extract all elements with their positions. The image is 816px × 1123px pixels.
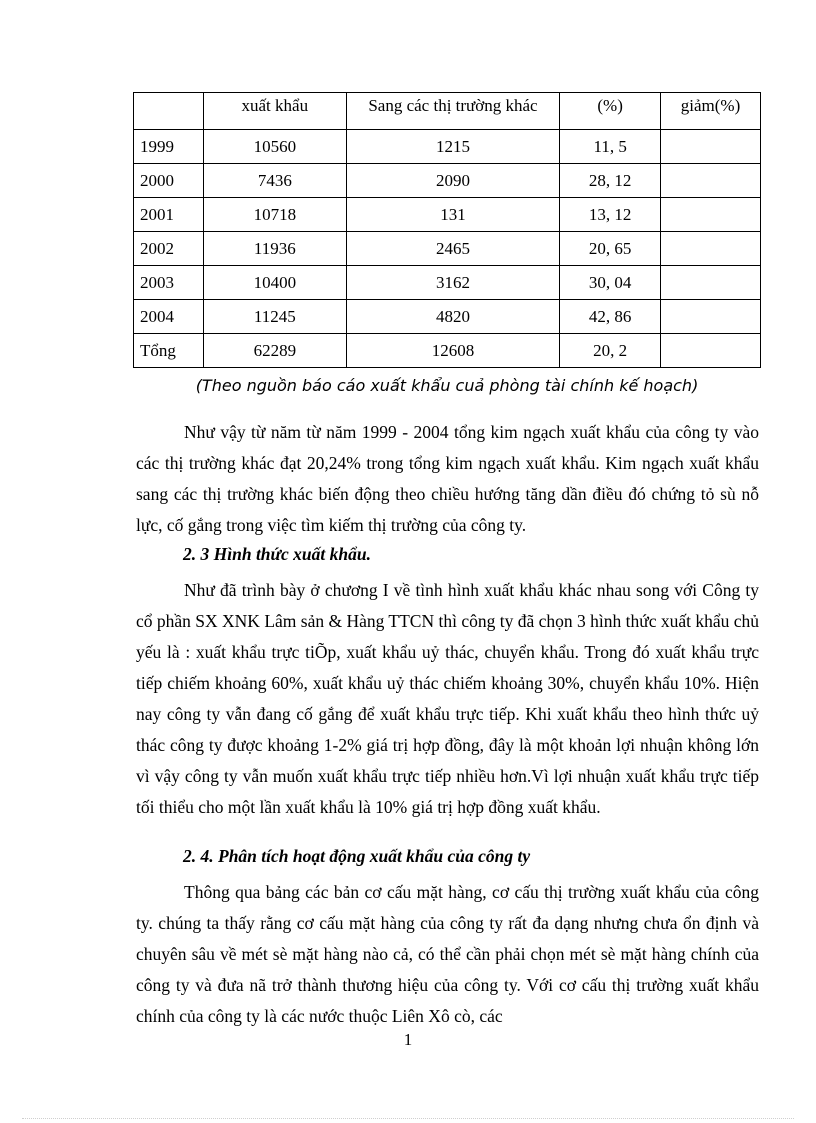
year-cell: 2002 bbox=[134, 232, 204, 266]
year-cell: 1999 bbox=[134, 130, 204, 164]
paragraph-summary bbox=[136, 417, 759, 541]
decrease-cell bbox=[661, 232, 761, 266]
table-row bbox=[134, 198, 761, 232]
export-table bbox=[133, 92, 761, 368]
decrease-cell bbox=[661, 334, 761, 368]
other-markets-cell: 131 bbox=[346, 198, 560, 232]
export-value-cell: 11936 bbox=[203, 232, 346, 266]
percent-cell: 11, 5 bbox=[560, 130, 661, 164]
other-markets-cell: 1215 bbox=[346, 130, 560, 164]
table-row bbox=[134, 300, 761, 334]
paragraph-export-analysis bbox=[136, 877, 759, 1032]
year-cell: 2000 bbox=[134, 164, 204, 198]
percent-cell: 42, 86 bbox=[560, 300, 661, 334]
table-header-cell: Sang các thị trường khác bbox=[346, 93, 560, 130]
percent-cell: 20, 2 bbox=[560, 334, 661, 368]
decrease-cell bbox=[661, 266, 761, 300]
page-bottom-divider bbox=[22, 1118, 794, 1119]
page-number: 1 bbox=[403, 1030, 413, 1049]
export-value-cell: 10718 bbox=[203, 198, 346, 232]
table-header-row bbox=[134, 93, 761, 130]
paragraph-text: Thông qua bảng các bản cơ cấu mặt hàng, cơ cấu thị trường xuất khẩu của công ty. chúng ta thấy rằng cơ cấu mặt hàng của công ty rất đa dạng nhưng chưa ổn định và chuyên sâu về mét sè mặt hàng nào cả, có thể cần phải chọn mét sè mặt hàng chính của công ty và đưa nã trở thành thương hiệu của công ty. Với cơ cấu thị trường xuất khẩu chính của công ty là các nước thuộc Liên Xô cò, các bbox=[136, 882, 759, 1026]
paragraph-export-forms bbox=[136, 575, 759, 823]
other-markets-cell: 2090 bbox=[346, 164, 560, 198]
table-row bbox=[134, 266, 761, 300]
export-value-cell: 62289 bbox=[203, 334, 346, 368]
decrease-cell bbox=[661, 164, 761, 198]
section-heading-export-analysis: 2. 4. Phân tích hoạt động xuất khẩu của công ty bbox=[183, 846, 531, 866]
section-heading-export-forms: 2. 3 Hình thức xuất khẩu. bbox=[183, 544, 371, 564]
percent-cell: 20, 65 bbox=[560, 232, 661, 266]
year-cell: 2001 bbox=[134, 198, 204, 232]
other-markets-cell: 2465 bbox=[346, 232, 560, 266]
table-header-cell bbox=[134, 93, 204, 130]
table-header-cell: xuất khẩu bbox=[203, 93, 346, 130]
table-row bbox=[134, 164, 761, 198]
table-header-cell: giảm(%) bbox=[661, 93, 761, 130]
paragraph-text: Như đã trình bày ở chương I về tình hình xuất khẩu khác nhau song với Công ty cổ phần SX XNK Lâm sản & Hàng TTCN thì công ty đã chọn 3 hình thức xuất khẩu chủ yếu là : xuất khẩu trực tiÕp, xuất khẩu uỷ thác, chuyển khẩu. Trong đó xuất khẩu trực tiếp chiếm khoảng 60%, xuất khẩu uỷ thác chiếm khoảng 30%, chuyển khẩu 10%. Hiện nay công ty vẫn đang cố gắng để xuất khẩu trực tiếp. Khi xuất khẩu theo hình thức uỷ thác công ty được khoảng 1-2% giá trị hợp đồng, đây là một khoản lợi nhuận không lớn vì vậy công ty vẫn muốn xuất khẩu trực tiếp nhiều hơn.Vì lợi nhuận xuất khẩu trực tiếp tối thiểu cho một lần xuất khẩu là 10% giá trị hợp đồng xuất khẩu. bbox=[136, 580, 760, 817]
paragraph-text: Như vậy từ năm từ năm 1999 - 2004 tổng kim ngạch xuất khẩu của công ty vào các thị trường khác đạt 20,24% trong tổng kim ngạch xuất khẩu. Kim ngạch xuất khẩu sang các thị trường khác biến động theo chiều hướng tăng dần điều đó chứng tỏ sù nỗ lực, cố gắng trong việc tìm kiếm thị trường của công ty. bbox=[136, 422, 759, 535]
decrease-cell bbox=[661, 198, 761, 232]
decrease-cell bbox=[661, 130, 761, 164]
percent-cell: 28, 12 bbox=[560, 164, 661, 198]
table-row bbox=[134, 232, 761, 266]
export-value-cell: 10560 bbox=[203, 130, 346, 164]
export-value-cell: 7436 bbox=[203, 164, 346, 198]
table-source-caption: (Theo nguồn báo cáo xuất khẩu cuả phòng tài chính kế hoạch) bbox=[195, 376, 699, 395]
percent-cell: 13, 12 bbox=[560, 198, 661, 232]
table-total-row bbox=[134, 334, 761, 368]
export-value-cell: 11245 bbox=[203, 300, 346, 334]
decrease-cell bbox=[661, 300, 761, 334]
export-value-cell: 10400 bbox=[203, 266, 346, 300]
table-row bbox=[134, 130, 761, 164]
percent-cell: 30, 04 bbox=[560, 266, 661, 300]
year-cell: Tổng bbox=[134, 334, 204, 368]
year-cell: 2004 bbox=[134, 300, 204, 334]
other-markets-cell: 3162 bbox=[346, 266, 560, 300]
other-markets-cell: 12608 bbox=[346, 334, 560, 368]
other-markets-cell: 4820 bbox=[346, 300, 560, 334]
year-cell: 2003 bbox=[134, 266, 204, 300]
table-header-cell: (%) bbox=[560, 93, 661, 130]
